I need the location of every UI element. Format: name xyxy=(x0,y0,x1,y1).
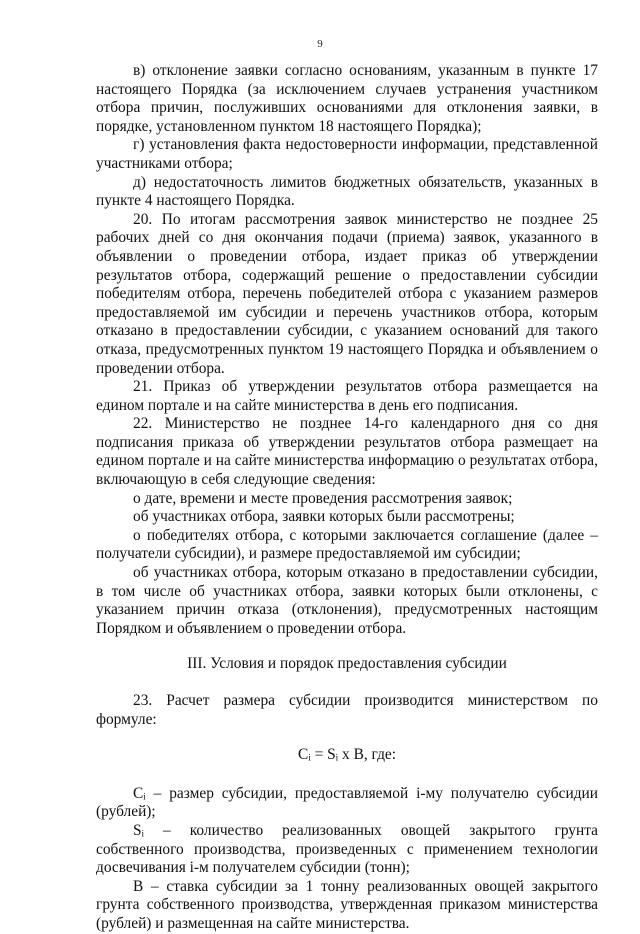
paragraph-23: 23. Расчет размера субсидии производится министерством по формуле: xyxy=(96,692,598,728)
definition-ci: Cᵢ – размер субсидии, предоставляемой i-му получателю субсидии (рублей); xyxy=(96,784,598,821)
definition-b: B – ставка субсидии за 1 тонну реализованных овощей закрытого грунта собственного производства, утвержденная приказом министерства (рублей) и размещенная на сайте министерства. xyxy=(96,877,598,932)
list-item-winners: о победителях отбора, с которыми заключается соглашение (далее – получатели субсидии), и размере предоставляемой им субсидии; xyxy=(96,526,598,563)
list-item-reviewed: об участниках отбора, заявки которых были рассмотрены; xyxy=(133,508,515,526)
list-item-date: о дате, времени и месте проведения рассмотрения заявок; xyxy=(133,489,513,507)
formula: Cᵢ = Sᵢ x B, где: xyxy=(297,746,397,764)
list-item-rejected: об участниках отбора, которым отказано в предоставлении субсидии, в том числе об участниках отбора, заявки которых были отклонены, с указанием причин отказа (отклонения), предусмотренных настоящим Порядком и объявлением о проведении отбора. xyxy=(96,564,598,637)
paragraph-d: д) недостаточность лимитов бюджетных обязательств, указанных в пункте 4 настоящего Порядка. xyxy=(96,173,598,210)
paragraph-g: г) установления факта недостоверности информации, представленной участниками отбора; xyxy=(96,136,598,172)
paragraph-20: 20. По итогам рассмотрения заявок министерство не позднее 25 рабочих дней со дня окончания подачи (приема) заявок, указанного в объявлении о проведении отбора, издает приказ об утверждении результатов отбора, содержащий решение о предоставлении субсидии победителям отбора, перечень победителей отбора с указанием размеров предоставляемой им субсидии и перечень участников отбора, которым отказано в предоставлении субсидии, с указанием оснований для такого отказа, предусмотренных пунктом 19 настоящего Порядка и объявлением о проведении отбора. xyxy=(96,210,598,377)
page-number: 9 xyxy=(317,38,323,50)
document-body xyxy=(96,62,598,934)
paragraph-22: 22. Министерство не позднее 14-го календарного дня со дня подписания приказа об утверждении результатов отбора размещает на едином портале и на сайте министерства информацию о результатах отбора, включающую в себя следующие сведения: xyxy=(96,415,598,489)
paragraph-v: в) отклонение заявки согласно основаниям, указанным в пункте 17 настоящего Порядка (за исключением случаев устранения участником отбора причин, послуживших основаниями для отклонения заявки, в порядке, установленном пунктом 18 настоящего Порядка); xyxy=(96,62,598,135)
section-heading: III. Условия и порядок предоставления субсидии xyxy=(187,655,507,673)
paragraph-21: 21. Приказ об утверждении результатов отбора размещается на едином портале и на сайте министерства в день его подписания. xyxy=(96,378,598,414)
definition-si: Sᵢ – количество реализованных овощей закрытого грунта собственного производства, произведенных с применением технологии досвечивания i-м получателем субсидии (тонн); xyxy=(96,821,598,877)
